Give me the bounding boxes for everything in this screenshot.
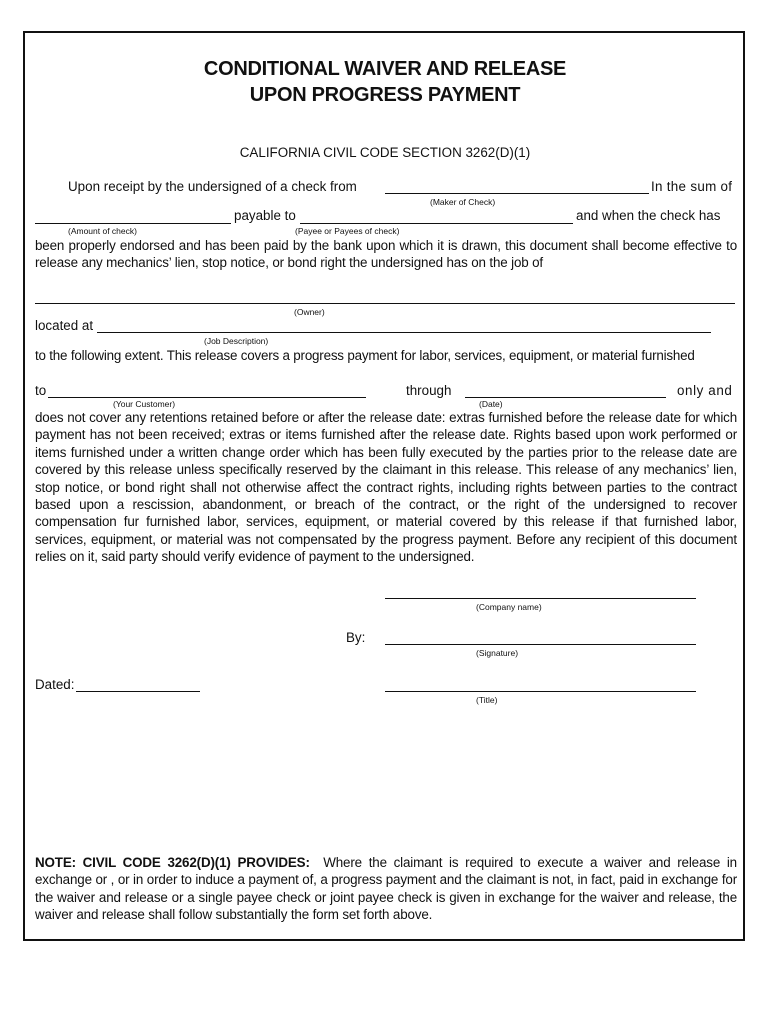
note-paragraph xyxy=(35,854,737,924)
company-name-line[interactable] xyxy=(385,598,696,599)
only-and-text: only and xyxy=(677,383,733,398)
signature-line[interactable] xyxy=(385,644,696,645)
owner-line[interactable] xyxy=(35,303,735,304)
sum-of-text: In the sum of xyxy=(651,179,733,194)
customer-caption: (Your Customer) xyxy=(113,399,176,409)
date-caption: (Date) xyxy=(479,399,503,409)
company-caption: (Company name) xyxy=(476,602,542,612)
dated-label: Dated: xyxy=(35,677,75,692)
payable-to-text: payable to xyxy=(234,208,296,223)
by-label: By: xyxy=(346,630,366,645)
job-description-line[interactable] xyxy=(97,332,711,333)
payee-caption: (Payee or Payees of check) xyxy=(295,226,400,236)
document-title-line2: UPON PROGRESS PAYMENT xyxy=(249,84,521,106)
amount-of-check-line[interactable] xyxy=(35,223,231,224)
customer-line[interactable] xyxy=(48,397,366,398)
owner-caption: (Owner) xyxy=(294,307,325,317)
note-text: Where the claimant is required to execute a waiver and release in exchange or , or in order to induce a payment of, a progress payment and the claimant is not, in fact, paid in exchange for the waiver and release or a single payee check or joint payee check is given in exchange for the waiver and release, the waiver and release shall follow substantially the form set forth above. xyxy=(35,855,737,923)
maker-caption: (Maker of Check) xyxy=(430,197,496,207)
code-section-heading: CALIFORNIA CIVIL CODE SECTION 3262(D)(1) xyxy=(239,145,531,160)
located-at-label: located at xyxy=(35,318,94,333)
job-caption: (Job Description) xyxy=(204,336,269,346)
note-heading: NOTE: CIVIL CODE 3262(D)(1) PROVIDES: xyxy=(35,855,310,870)
when-check-text: and when the check has xyxy=(576,208,721,223)
receipt-lead-text: Upon receipt by the undersigned of a check from xyxy=(68,179,357,194)
document-title-line1: CONDITIONAL WAIVER AND RELEASE xyxy=(203,58,567,80)
dated-line[interactable] xyxy=(76,691,200,692)
endorsed-paragraph: been properly endorsed and has been paid by the bank upon which it is drawn, this document shall become effective to release any mechanics’ lien, stop notice, or bond right the undersigned has on the job of xyxy=(35,238,737,271)
main-release-paragraph: does not cover any retentions retained before or after the release date: extras furnished before the release date for which payment has not been received; extras or items furnished after the release date. Rights based upon work performed or items furnished under a written change order which has been fully executed by the parties prior to the release date are covered by this release unless specifically reserved by the claimant in this release. This release of any mechanics’ lien, stop notice, or bond right shall not otherwise affect the contract rights, including rights between parties to the contract based upon a rescission, abandonment, or breach of the contract, or the right of the undersigned to recover compensation fur furnished labor, services, equipment, or material covered by this release if that furnished labor, services, equipment, or material was not compensated by the progress payment. Before any recipient of this document relies on it, said party should verify evidence of payment to the undersigned. xyxy=(35,410,737,565)
through-label: through xyxy=(406,383,452,398)
maker-of-check-line[interactable] xyxy=(385,193,649,194)
title-caption: (Title) xyxy=(476,695,498,705)
signature-caption: (Signature) xyxy=(476,648,519,658)
title-line[interactable] xyxy=(385,691,696,692)
through-date-line[interactable] xyxy=(465,397,666,398)
payee-line[interactable] xyxy=(300,223,573,224)
extent-text: to the following extent. This release covers a progress payment for labor, services, equipment, or material furnished xyxy=(35,348,695,363)
to-label: to xyxy=(35,383,47,398)
amount-caption: (Amount of check) xyxy=(68,226,137,236)
